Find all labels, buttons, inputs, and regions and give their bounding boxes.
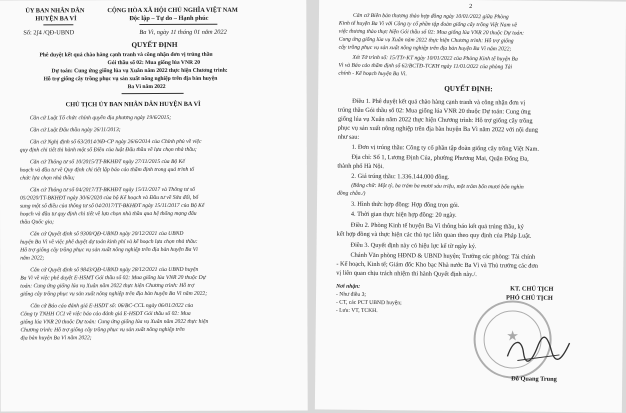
article-2-line: kết hợp đồng và thực hiện các thủ tục liên quan theo quy định của Pháp Luật. xyxy=(336,230,532,240)
body-line: Căn cứ Quyết định số 9843/QĐ-UBND ngày 28/12/2021 của UBND huyện xyxy=(30,266,199,274)
body-line: quy định chi tiết thi hành một số Điều của luật Đấu thầu về lựa chọn nhà thầu; xyxy=(19,146,197,154)
signer-name: Đỗ Quang Trung xyxy=(511,375,557,383)
body-line: địa bàn huyện Ba Vì năm 2022; xyxy=(20,335,92,342)
article-1-line: phục vụ sản xuất nông nghiệp trên địa bàn huyện Ba Vì năm 2022 với nội dung xyxy=(337,124,538,134)
article-3-line: Chánh Văn phòng HĐND & UBND huyện; Trưởng các phòng: Tài chính xyxy=(350,251,536,261)
intro-line: Cung ứng giống lúa vụ Xuân năm 2022 thực hiện Chương trình: Hỗ trợ giống xyxy=(338,36,514,45)
intro-line: Căn cứ Biên bản thương thảo hợp đồng ngày 10/01/2022 giữa Phòng xyxy=(352,12,509,21)
subject-line-2: Gói thầu số 02: Mua giống lúa VNR 20 xyxy=(107,59,201,67)
body-line: giống lúa VNR 20 thuộc Dự toán: Cung ứng giống lúa vụ Xuân năm 2022 thực hiện xyxy=(20,318,209,326)
page-number: 2 xyxy=(469,2,473,11)
header-left-line-1: ỦY BAN NHÂN DÂN xyxy=(25,7,85,15)
document-date: Ba Vì, ngày 11 tháng 01 năm 2022 xyxy=(139,28,227,37)
body-line: Căn cứ Nghị định số 63/2014/NĐ-CP ngày 26/6/2014 của Chính phủ về việc xyxy=(29,138,202,146)
body-line: toán: Cung ứng giống lúa vụ Xuân năm 2022 thực hiện Chương trình: Hỗ trợ xyxy=(20,282,195,290)
article-1-line: giống lúa vụ Xuân năm 2022 thực hiện Chương trình: Hỗ trợ giống cây trồng xyxy=(337,115,533,125)
subject-rule xyxy=(122,93,184,94)
article-1-line: trúng thầu Gói thầu số 02: Mua giống lúa VNR 20 thuộc Dự toán: Cung ứng xyxy=(337,106,531,116)
body-line: hoạch và đầu tư về Quy định chi tiết lập báo cáo thẩm định trong quá trình tổ xyxy=(19,166,195,174)
intro-line: Xét Tờ trình số: 15/TTr-KT ngày 10/01/2022 của Phòng Kinh tế huyện Ba xyxy=(352,54,518,63)
body-line: Chương trình: Hỗ trợ giống cây trồng phục vụ sản xuất nông nghiệp trên xyxy=(20,326,185,334)
body-line: Ba Vì về việc phê duyệt E-HSMT Gói thầu số 02: Mua giống lúa VNR 20 thuộc Dự xyxy=(20,274,206,282)
body-line: Căn cứ Luật Đấu thầu ngày 26/11/2013; xyxy=(29,127,121,134)
article-3-line: vị liên quan chịu trách nhiệm thi hành Quyết định này./. xyxy=(336,269,477,279)
intro-line: cây trồng phục vụ sản xuất nông nghiệp trên địa bàn huyện Ba Vì năm 2022; xyxy=(338,44,512,53)
recipient-item: - Lưu: VT, TCKH. xyxy=(335,307,378,315)
subject-line-1: Phê duyệt kết quả chào hàng cạnh tranh và công nhận đơn vị trúng thầu xyxy=(39,51,213,59)
body-line: chức lựa chọn nhà thầu; xyxy=(19,175,75,182)
body-line: Căn cứ Quyết định số 9300/QĐ-UBND ngày 20/12/2021 của UBND xyxy=(30,230,184,238)
body-line: Căn cứ Luật Tổ chức chính quyền địa phương ngày 19/6/2015; xyxy=(29,114,172,122)
article-1-line: như sau: xyxy=(337,133,360,141)
article-3-line: - Kế hoạch, Kinh tế; Giám đốc Kho bạc Nhà nước Ba Vì và Thủ trưởng các đơn xyxy=(336,260,538,270)
signer-block-line-1: KT. CHỦ TỊCH xyxy=(510,285,554,293)
recipients-title: Nơi nhận: xyxy=(336,283,361,290)
header-right-line-2: Độc lập – Tự do – Hạnh phúc xyxy=(129,14,209,23)
header-right-line-1: CỘNG HÒA XÃ HỘI CHỦ NGHĨA VIỆT NAM xyxy=(107,6,238,15)
winner-address: thành phố Hà Nội. xyxy=(337,162,384,171)
signature-icon xyxy=(503,332,573,367)
document-page-1 xyxy=(0,0,308,412)
official-seal-icon: ★ xyxy=(473,300,552,379)
body-line: Hỗ trợ giống cây trồng phục vụ sản xuất nông nghiệp trên địa bàn huyện Ba Vì xyxy=(20,246,198,254)
document-number: Số: 2ʃ4 /QĐ-UBND xyxy=(23,29,75,37)
winner-address: Địa chỉ: Số 1, Lương Định Của, phường Phương Mai, Quận Đống Đa, xyxy=(351,153,529,163)
decision-heading: QUYẾT ĐỊNH: xyxy=(444,84,493,94)
article-3-line: Điều 3. Quyết định này có hiệu lực kể từ ngày ký. xyxy=(350,241,477,251)
body-line: huyện Ba Vì về việc phê duyệt dự toán kinh phí và kế hoạch lựa chọn nhà thầu: xyxy=(20,238,198,246)
header-left-line-2: HUYỆN BA VÌ xyxy=(35,15,77,23)
article-2-line: Điều 2. Phòng Kinh tế huyện Ba Vì thông báo kết quả trúng thầu, ký xyxy=(350,221,524,231)
body-line: năm 2022; xyxy=(20,255,45,262)
item-contract-type: 3. Hình thức hợp đồng: Hợp đồng trọn gói. xyxy=(350,200,460,209)
price-in-words: (Bằng chữ: Một tỷ, ba trăm ba mươi sáu triệu, một trăm bốn mươi bốn nghìn xyxy=(351,182,524,191)
intro-line: Kinh tế huyện Ba Vì với Công ty cổ phần tập đoàn giống cây trồng Việt Nam về xyxy=(338,20,517,29)
decision-title: QUYẾT ĐỊNH xyxy=(131,40,178,50)
recipient-item: - Như điều 3; xyxy=(336,291,367,298)
body-line: sung một số điều của thông tư số 04/2017/TT-BKHĐT ngày 15/11/2017 của Bộ Kế xyxy=(19,202,205,210)
body-line: Công ty TNHH CCI về việc báo cáo đánh giá E-HSDT Gói thầu số 02: Mua xyxy=(20,310,191,318)
subject-line-4: Hỗ trợ giống cây trồng phục vụ sản xuất nông nghiệp trên địa bàn huyện xyxy=(43,75,218,83)
body-line: thầu Quốc gia; xyxy=(20,219,54,226)
recipient-item: - CT, các PCT UBND huyện; xyxy=(335,299,402,307)
subject-line-3: Dự toán: Cung ứng giống lúa vụ Xuân năm 2022 thực hiện Chương trình: xyxy=(51,67,228,75)
body-line: 05/2020/TT-BKHĐT ngày 30/6/2020 của bộ Kế hoạch và Đầu tư về Sửa đổi, bổ xyxy=(19,194,199,202)
article-1-line: Điều 1. Phê duyệt kết quả chào hàng cạnh tranh và công nhận đơn vị xyxy=(352,97,526,107)
item-price: 2. Giá trúng thầu: 1.336.144.000 đồng. xyxy=(351,172,450,181)
header-left-rule xyxy=(43,24,73,25)
body-line: Căn cứ Báo cáo đánh giá E-HSDT số: 06/BC-CCL ngày 06/01/2022 của xyxy=(30,302,194,310)
header-right-rule xyxy=(139,24,217,25)
subject-line-5: Ba Vì năm 2022 xyxy=(127,83,166,91)
intro-line: việc thương thảo thực hiện Gói thầu số 02: Mua giống lúa VNR 20 thuộc Dự toán: xyxy=(338,28,525,37)
document-page-2 xyxy=(315,0,626,413)
intro-line: chính - Kế hoạch huyện Ba Vì. xyxy=(338,70,407,78)
authority-heading: CHỦ TỊCH ỦY BAN NHÂN DÂN HUYỆN BA VÌ xyxy=(65,100,201,109)
intro-line: Vì và Báo cáo thẩm định số 62/BCTĐ-TCKH ngày 11/01/2022 của phòng Tài xyxy=(338,62,513,71)
body-line: giống cây trồng phục vụ sản xuất nông nghiệp trên địa bàn huyện Ba Vì năm 2022; xyxy=(20,290,208,298)
body-line: Căn cứ Thông tư số 04/2017/TT-BKHĐT ngày 15/11/2017 và Thông tư số xyxy=(29,186,195,194)
price-in-words: đồng chẵn./) xyxy=(337,190,366,197)
signer-block-line-2: PHÓ CHỦ TỊCH xyxy=(505,294,553,302)
item-winner: 1. Đơn vị trúng thầu: Công ty cổ phần tập đoàn giống cây trồng Việt Nam. xyxy=(351,143,539,153)
body-line: Căn cứ Thông tư số 10/2015/TT-BKHĐT ngày 27/11/2015 của Bộ Kế xyxy=(29,158,185,166)
body-line: hoạch và đầu tư quy định chi tiết về lựa chọn nhà thầu qua hệ thống mạng đấu xyxy=(20,210,197,218)
item-duration: 4. Thời gian thực hiện hợp đồng: 20 ngày. xyxy=(350,210,457,219)
